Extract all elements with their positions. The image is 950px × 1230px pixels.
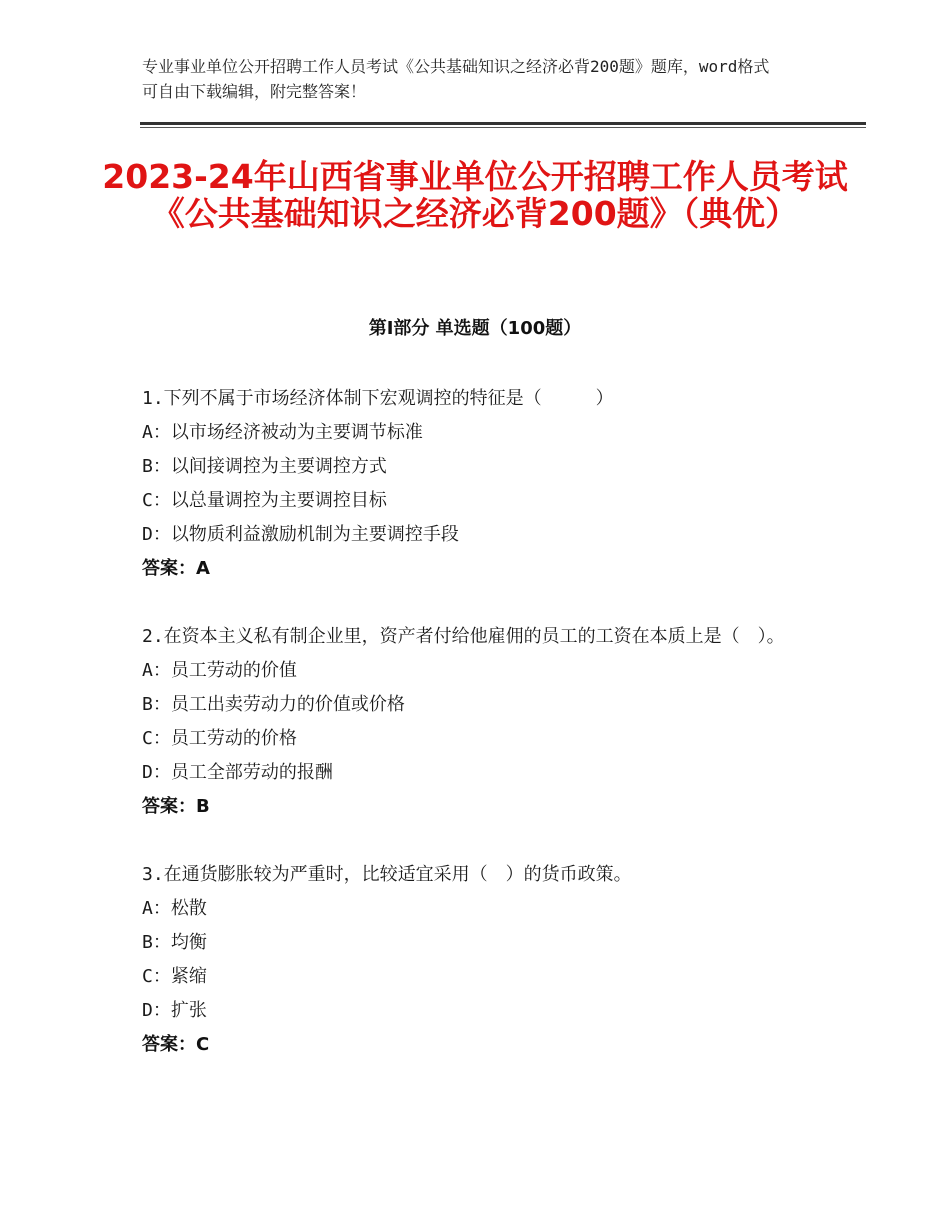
option-d: D：员工全部劳动的报酬 [142, 762, 333, 783]
header-note: 专业事业单位公开招聘工作人员考试《公共基础知识之经济必背200题》题库，word格式可自由下载编辑，附完整答案！ [142, 57, 770, 101]
option-c: C：以总量调控为主要调控目标 [142, 490, 387, 511]
option-a: A：员工劳动的价值 [142, 660, 297, 681]
document-title: 2023-24年山西省事业单位公开招聘工作人员考试《公共基础知识之经济必背200题》（典优） [102, 157, 848, 233]
answer: 答案：A [142, 558, 210, 579]
option-c: C：紧缩 [142, 966, 207, 987]
answer: 答案：B [142, 796, 210, 817]
question-1 [142, 382, 822, 586]
option-b: B：以间接调控为主要调控方式 [142, 456, 387, 477]
option-c: C：员工劳动的价格 [142, 728, 297, 749]
option-d: D：以物质利益激励机制为主要调控手段 [142, 524, 459, 545]
question-text: 1.下列不属于市场经济体制下宏观调控的特征是（ ） [142, 388, 614, 409]
header-divider-thick [140, 122, 866, 125]
option-b: B：员工出卖劳动力的价值或价格 [142, 694, 405, 715]
option-d: D：扩张 [142, 1000, 207, 1021]
option-a: A：以市场经济被动为主要调节标准 [142, 422, 423, 443]
option-a: A：松散 [142, 898, 207, 919]
option-b: B：均衡 [142, 932, 207, 953]
header-divider-thin [140, 127, 866, 128]
question-text: 2.在资本主义私有制企业里，资产者付给他雇佣的员工的工资在本质上是（ ）。 [142, 626, 785, 647]
question-text: 3.在通货膨胀较为严重时，比较适宜采用（ ）的货币政策。 [142, 864, 632, 885]
question-3 [142, 858, 822, 1062]
section-title: 第I部分 单选题（100题） [368, 318, 582, 339]
answer: 答案：C [142, 1034, 210, 1055]
question-list [142, 382, 822, 1096]
question-2 [142, 620, 822, 824]
